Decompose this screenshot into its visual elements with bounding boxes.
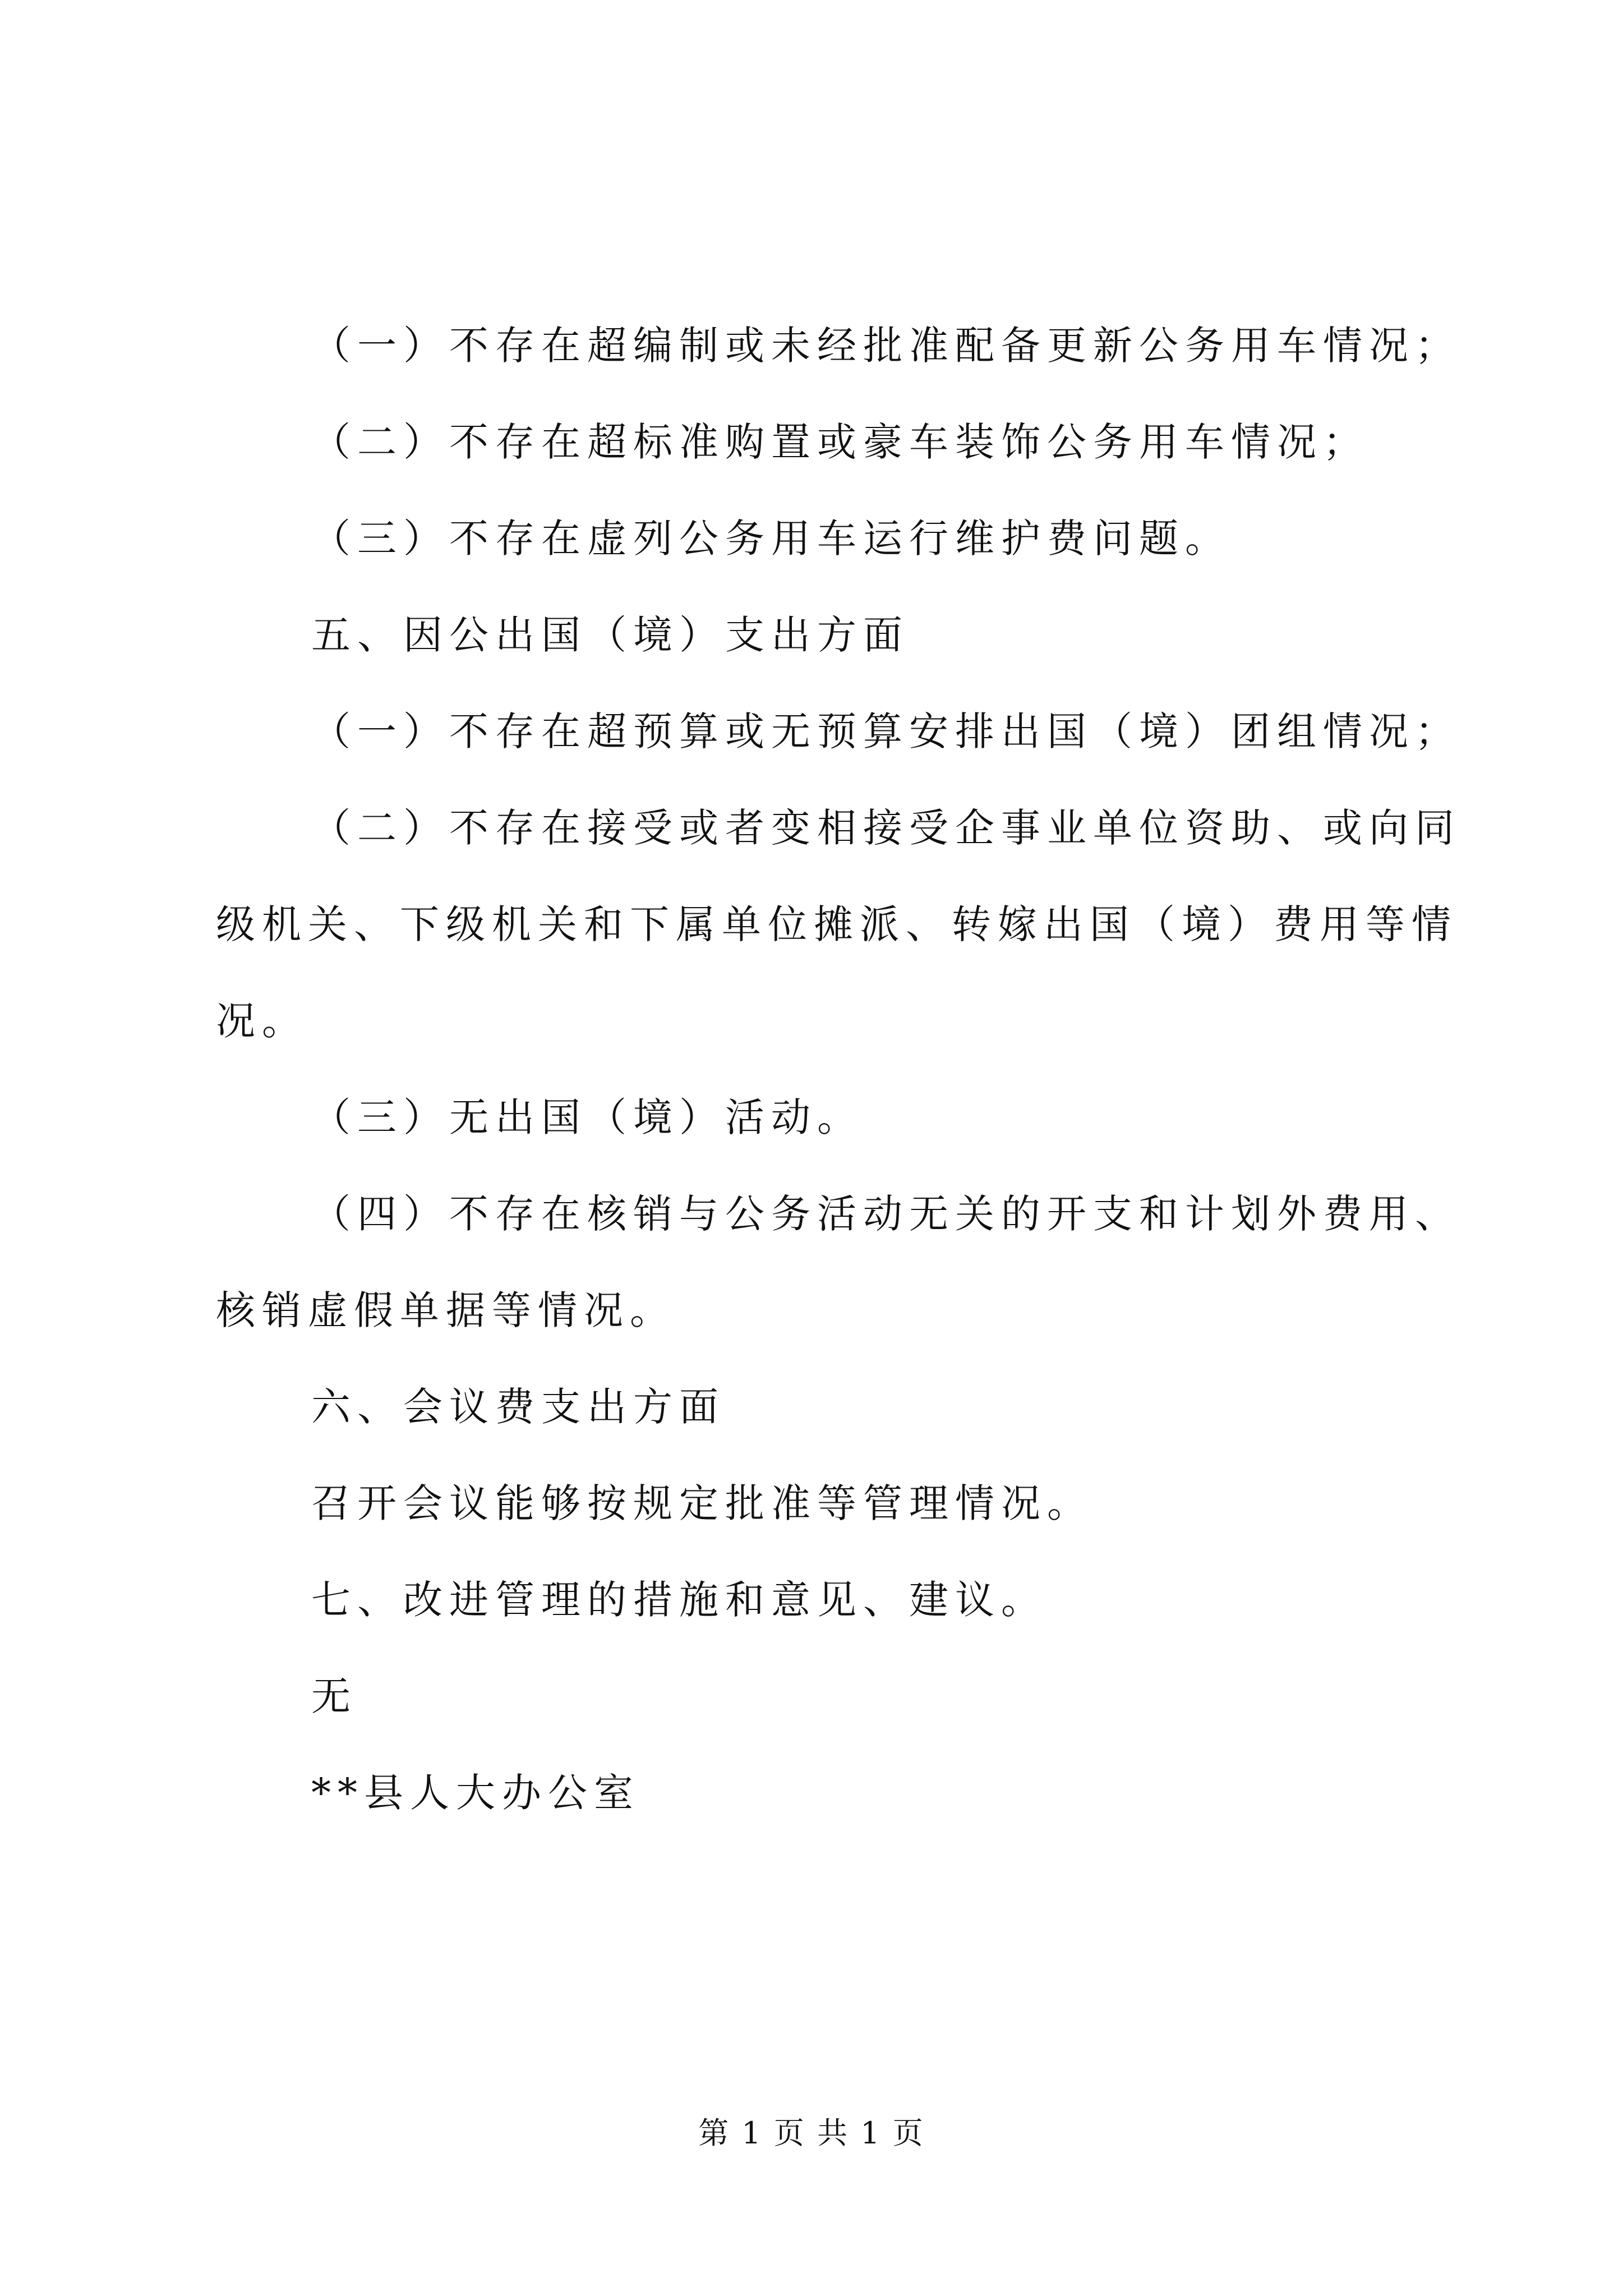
paragraph-1: （一）不存在超编制或未经批准配备更新公务用车情况； <box>311 323 1461 369</box>
section-heading-6: 六、会议费支出方面 <box>311 1384 725 1430</box>
paragraph-4: （一）不存在超预算或无预算安排出国（境）团组情况； <box>311 708 1461 754</box>
section-heading-5: 五、因公出国（境）支出方面 <box>311 612 909 658</box>
paragraph-7: （四）不存在核销与公务活动无关的开支和计划外费用、核销虚假单据等情况。 <box>216 1191 1461 1333</box>
page-footer: 第 1 页 共 1 页 <box>698 2115 925 2151</box>
paragraph-2: （二）不存在超标准购置或豪车装饰公务用车情况； <box>311 419 1369 465</box>
signature-organization: **县人大办公室 <box>311 1770 640 1816</box>
paragraph-5: （二）不存在接受或者变相接受企事业单位资助、或向同级机关、下级机关和下属单位摊派、转嫁出国（境）费用等情况。 <box>216 805 1461 1044</box>
paragraph-3: （三）不存在虚列公务用车运行维护费问题。 <box>311 516 1231 562</box>
document-body <box>216 297 1461 1841</box>
paragraph-8: 召开会议能够按规定批准等管理情况。 <box>311 1480 1093 1526</box>
paragraph-6: （三）无出国（境）活动。 <box>311 1094 863 1140</box>
paragraph-9: 无 <box>311 1673 357 1719</box>
section-heading-7: 七、改进管理的措施和意见、建议。 <box>311 1577 1047 1623</box>
